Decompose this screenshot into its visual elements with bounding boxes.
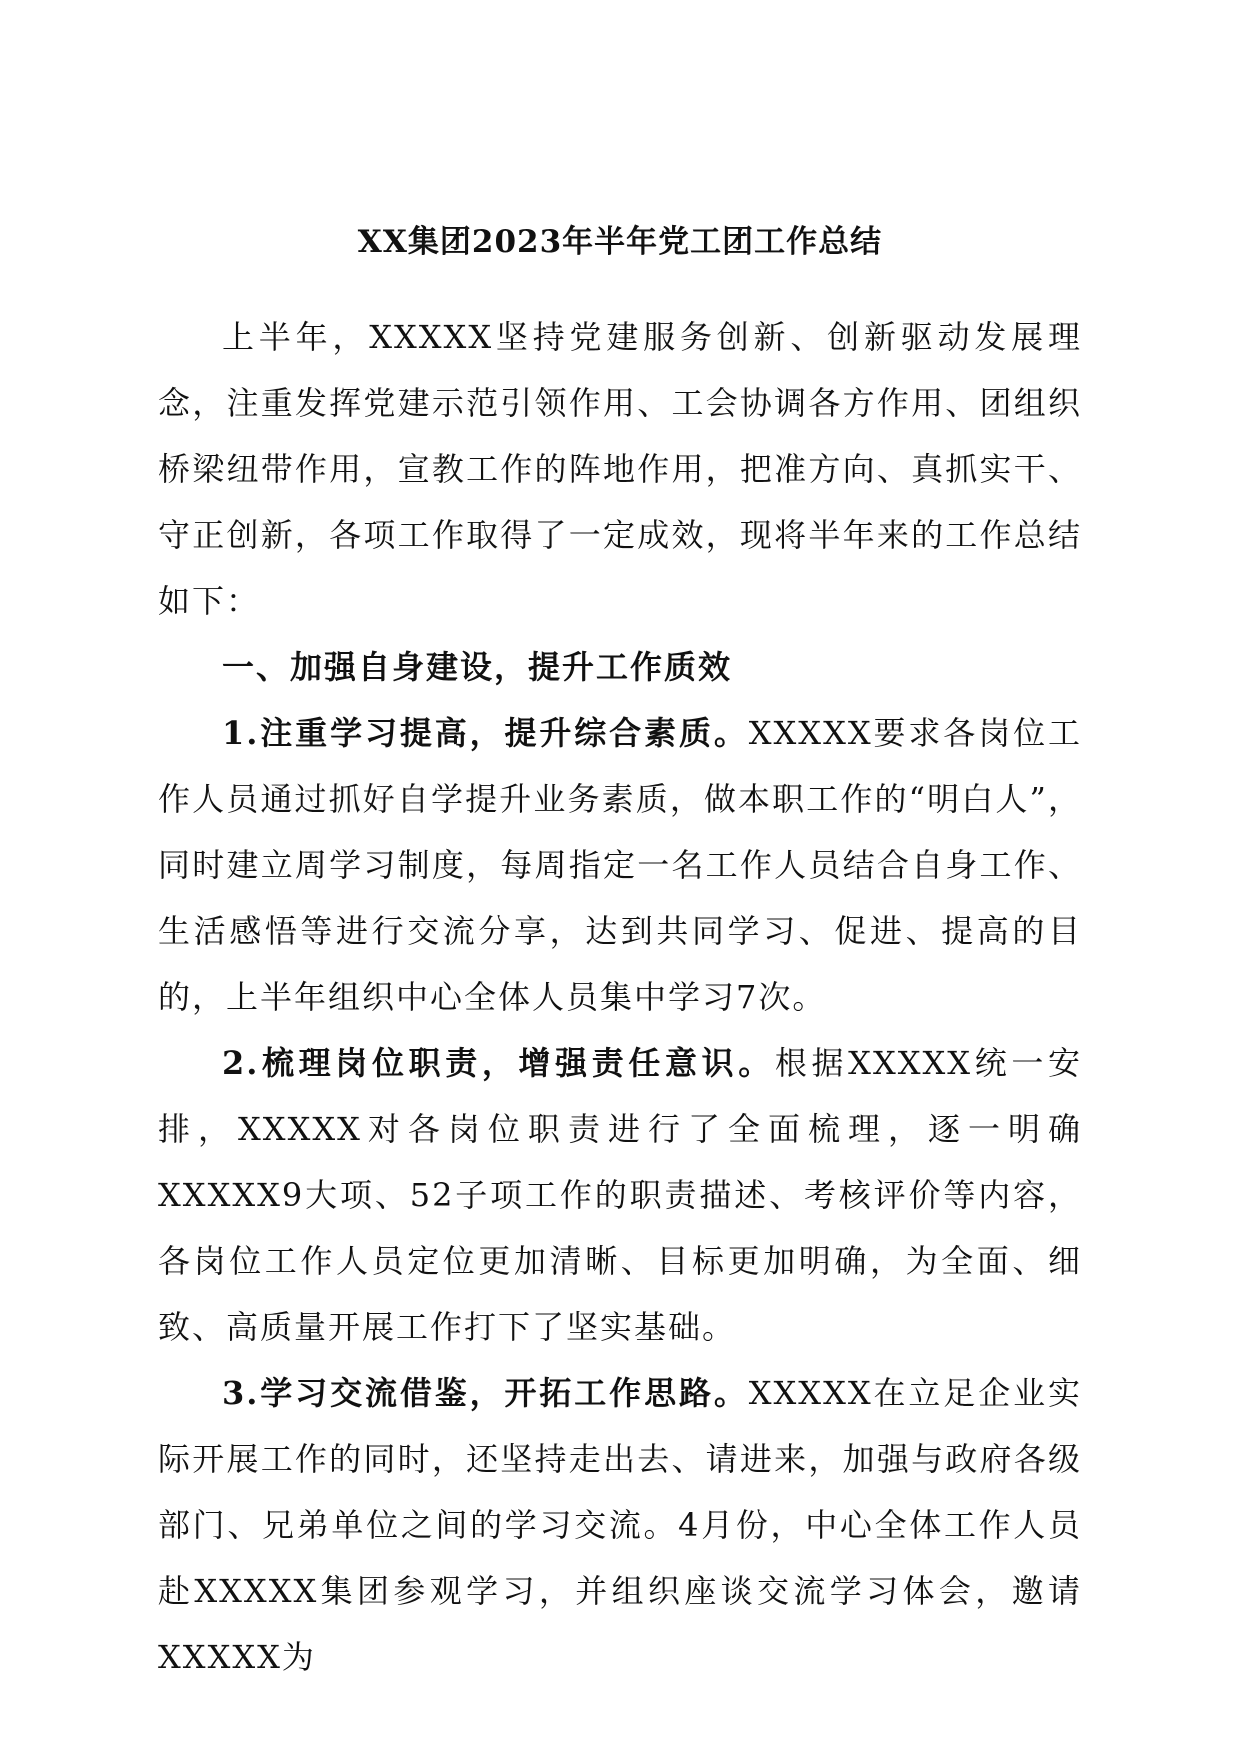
document-title: XX集团2023年半年党工团工作总结	[357, 224, 883, 260]
item-1-text: XXXXX要求各岗位工作人员通过抓好自学提升业务素质，做本职工作的“明白人”，同时建立周学习制度，每周指定一名工作人员结合自身工作、生活感悟等进行交流分享，达到共同学习、促进、提高的目的，上半年组织中心全体人员集中学习7次。	[158, 714, 1082, 1016]
item-3-lead: 3.学习交流借鉴，开拓工作思路。	[222, 1374, 749, 1412]
document-body	[158, 304, 1082, 1690]
intro-paragraph: 上半年，XXXXX坚持党建服务创新、创新驱动发展理念，注重发挥党建示范引领作用、工会协调各方作用、团组织桥梁纽带作用，宣教工作的阵地作用，把准方向、真抓实干、守正创新，各项工作取得了一定成效，现将半年来的工作总结如下：	[158, 318, 1082, 620]
section-heading: 一、加强自身建设，提升工作质效	[222, 648, 733, 686]
item-2-text: 根据XXXXX统一安排，XXXXX对各岗位职责进行了全面梳理，逐一明确XXXXX9大项、52子项工作的职责描述、考核评价等内容，各岗位工作人员定位更加清晰、目标更加明确，为全面、细致、高质量开展工作打下了坚实基础。	[158, 1044, 1082, 1346]
item-2-paragraph	[158, 1030, 1082, 1360]
item-1-paragraph	[158, 700, 1082, 1030]
item-2-lead: 2.梳理岗位职责，增强责任意识。	[222, 1044, 775, 1082]
item-3-paragraph	[158, 1360, 1082, 1690]
document-content	[158, 222, 1082, 1690]
item-3-text: XXXXX在立足企业实际开展工作的同时，还坚持走出去、请进来，加强与政府各级部门、兄弟单位之间的学习交流。4月份，中心全体工作人员赴XXXXX集团参观学习，并组织座谈交流学习体会，邀请XXXXX为	[158, 1374, 1082, 1676]
item-1-lead: 1.注重学习提高，提升综合素质。	[222, 714, 749, 752]
